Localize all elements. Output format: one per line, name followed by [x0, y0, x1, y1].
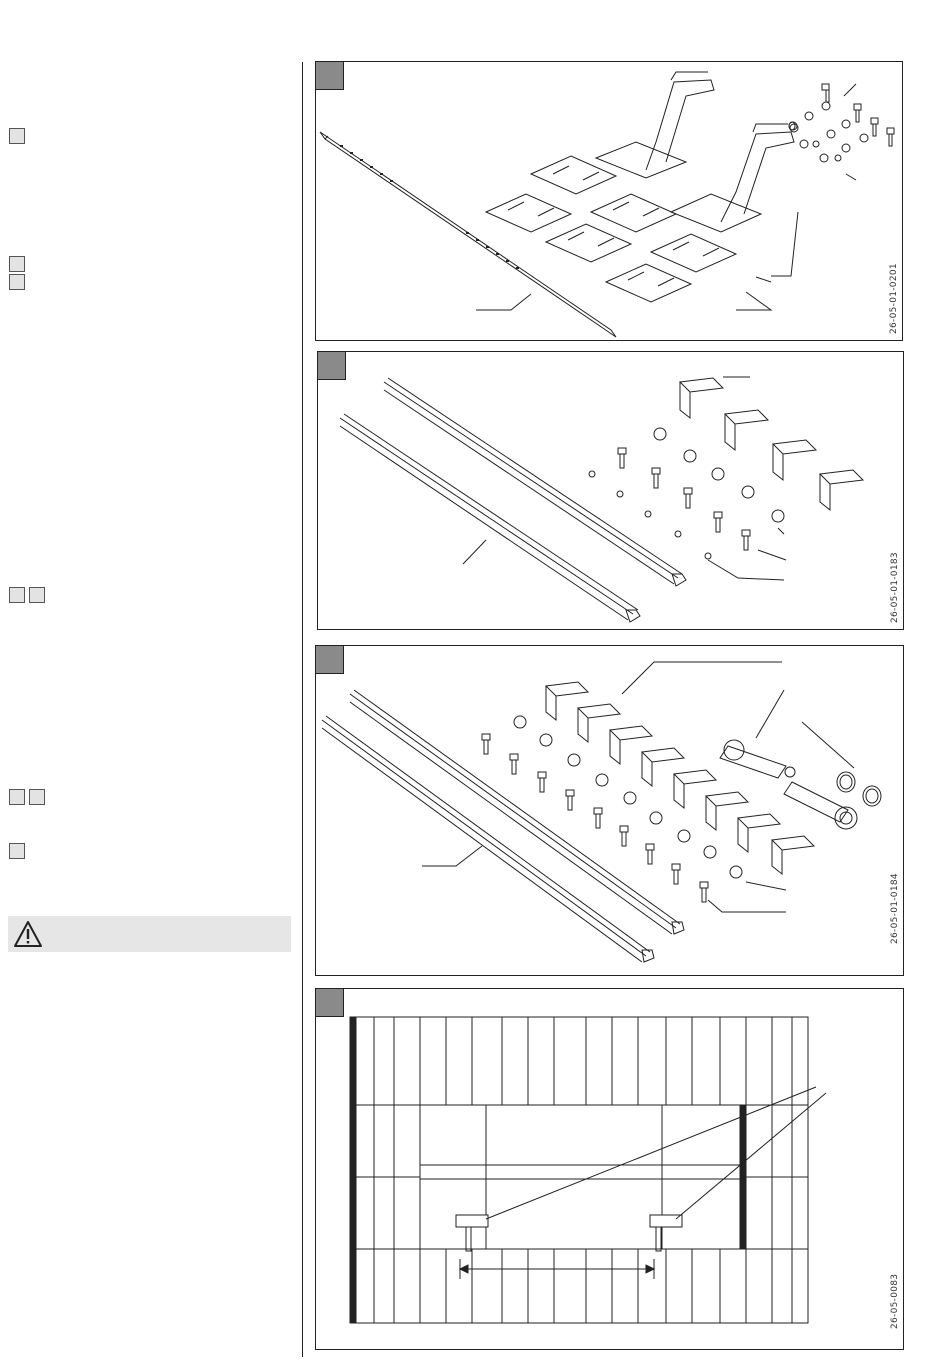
figure-2-code: 26-05-01-0183: [890, 552, 900, 623]
step-box-5: [9, 843, 25, 859]
figure-1-drawing: [316, 62, 903, 341]
step-box-4b: [29, 789, 45, 805]
step-box-2a: [9, 256, 25, 272]
figure-4-drawing: [316, 989, 904, 1350]
figure-1-roof-hooks-kit: [315, 61, 903, 341]
left-column: [0, 0, 300, 1370]
figure-4-code: 26-05-0083: [890, 1273, 900, 1329]
step-box-4a: [9, 789, 25, 805]
step-box-1: [9, 128, 25, 144]
warning-bar: [8, 916, 291, 952]
step-box-2b: [9, 274, 25, 290]
figure-1-code: 26-05-01-0201: [889, 263, 899, 334]
column-divider: [302, 62, 303, 1357]
figure-3-code: 26-05-01-0184: [890, 873, 900, 944]
figure-2-profile-rails-kit: [317, 351, 904, 630]
figure-3-drawing: [316, 646, 904, 976]
figure-3-connector-kit: [315, 645, 904, 976]
figure-4-roof-tiles-layout: [315, 988, 904, 1350]
step-box-3a: [9, 587, 25, 603]
warning-triangle-icon: [13, 919, 43, 949]
figure-2-drawing: [318, 352, 904, 630]
step-box-3b: [29, 587, 45, 603]
